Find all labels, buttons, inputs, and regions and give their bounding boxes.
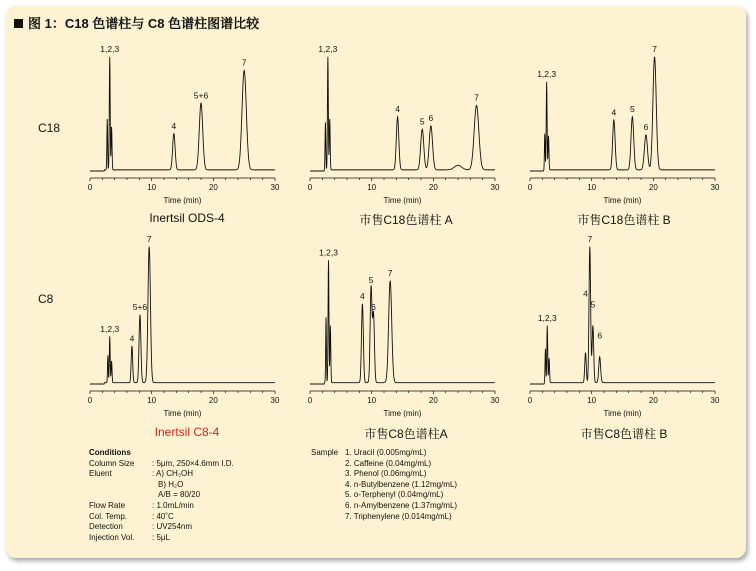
peak-label: 5+6 xyxy=(193,90,209,101)
chromatogram-trace xyxy=(530,57,715,171)
condition-label: Column Size xyxy=(89,458,135,468)
x-tick-label: 30 xyxy=(710,183,720,192)
condition-row xyxy=(89,490,201,501)
x-tick-label: 30 xyxy=(490,396,500,405)
condition-row xyxy=(89,479,184,491)
condition-row xyxy=(89,469,194,480)
caption-c18-a: 市售C18色谱柱 A xyxy=(359,213,453,227)
x-tick-label: 20 xyxy=(428,396,438,405)
peak-label: 7 xyxy=(241,57,247,68)
peak-label: 5 xyxy=(368,274,374,285)
peak-label: 5 xyxy=(590,299,596,310)
peak-label: 4 xyxy=(583,288,588,299)
peak-label: 7 xyxy=(146,234,152,244)
x-axis-label: Time (min) xyxy=(383,196,422,205)
x-tick-label: 20 xyxy=(208,183,218,192)
peak-label: 4 xyxy=(395,103,400,114)
caption-inertsil-c84: Inertsil C8-4 xyxy=(154,425,220,439)
condition-label: Col. Temp. xyxy=(89,511,128,521)
condition-row xyxy=(89,532,170,544)
row-label-c18: C18 xyxy=(38,121,61,135)
sample-block xyxy=(311,448,457,522)
peak-label: 1,2,3 xyxy=(100,323,120,334)
peak-label: 4 xyxy=(611,107,617,118)
x-tick-label: 0 xyxy=(527,183,533,192)
sample-item: 2. Caffeine (0.04mg/mL) xyxy=(345,458,432,468)
condition-value: B) H₂O xyxy=(158,479,184,489)
sample-item: 6. n-Amylbenzene (1.37mg/mL) xyxy=(345,500,458,510)
x-tick-label: 10 xyxy=(147,183,157,192)
peak-label: 7 xyxy=(474,92,479,103)
peak-label: 7 xyxy=(587,234,593,244)
x-tick-label: 10 xyxy=(367,396,377,405)
sample-item: 1. Uracil (0.005mg/mL) xyxy=(345,448,427,457)
x-tick-label: 0 xyxy=(527,396,533,405)
condition-value: : UV254nm xyxy=(152,522,193,532)
peak-label: 4 xyxy=(171,120,177,131)
x-tick-label: 20 xyxy=(648,183,658,192)
x-tick-label: 10 xyxy=(147,396,157,405)
x-tick-label: 20 xyxy=(428,183,438,192)
chromatogram-trace xyxy=(310,57,495,171)
x-axis-label: Time (min) xyxy=(603,196,642,205)
sample-item: 5. o-Terphenyl (0.04mg/mL) xyxy=(345,490,444,500)
caption-c18-b: 市售C18色谱柱 B xyxy=(577,213,671,227)
x-tick-label: 0 xyxy=(307,396,313,405)
x-tick-label: 20 xyxy=(208,396,218,405)
caption-c8-a: 市售C8色谱柱A xyxy=(364,427,448,441)
row-label-c8: C8 xyxy=(38,292,54,306)
x-tick-label: 10 xyxy=(367,183,377,192)
condition-value: : 5μL xyxy=(152,532,170,542)
peak-label: 7 xyxy=(387,268,393,278)
x-axis-label: Time (min) xyxy=(383,409,422,418)
condition-row xyxy=(89,511,174,523)
chromatogram-trace xyxy=(90,247,275,384)
sample-item: 4. n-Butylbenzene (1.12mg/mL) xyxy=(345,479,458,489)
peak-label: 1,2,3 xyxy=(319,247,338,258)
condition-row xyxy=(89,522,193,533)
peak-label: 1,2,3 xyxy=(537,68,557,79)
x-tick-label: 10 xyxy=(587,183,597,192)
condition-value: : 40˚C xyxy=(152,511,174,521)
x-tick-label: 30 xyxy=(490,183,500,192)
figure-title-text: 图 1：C18 色谱柱与 C8 色谱柱图谱比较 xyxy=(28,16,260,31)
peak-label: 5 xyxy=(629,103,635,114)
sample-item: 3. Phenol (0.06mg/mL) xyxy=(345,469,427,479)
x-axis-label: Time (min) xyxy=(163,409,202,418)
caption-c8-b: 市售C8色谱柱 B xyxy=(580,427,668,441)
condition-value: A/B = 80/20 xyxy=(158,490,201,500)
chromatogram-trace xyxy=(90,57,275,171)
condition-label: Eluent xyxy=(89,469,112,479)
conditions-block xyxy=(89,448,234,543)
peak-label: 1,2,3 xyxy=(318,44,338,54)
condition-label: Flow Rate xyxy=(89,500,126,510)
x-axis-label: Time (min) xyxy=(603,409,642,418)
peak-label: 6 xyxy=(643,121,649,132)
caption-inertsil-ods4: Inertsil ODS-4 xyxy=(149,211,225,225)
peak-label: 7 xyxy=(652,44,657,54)
peak-label: 5 xyxy=(419,116,425,127)
x-tick-label: 30 xyxy=(270,183,280,192)
peak-label: 6 xyxy=(597,330,603,341)
x-tick-label: 10 xyxy=(587,396,597,405)
peak-label: 1,2,3 xyxy=(537,312,557,323)
condition-row xyxy=(89,500,194,512)
peak-label: 4 xyxy=(360,291,365,302)
x-tick-label: 20 xyxy=(648,396,658,405)
condition-value: : A) CH₃OH xyxy=(152,469,194,479)
peak-label: 1,2,3 xyxy=(100,44,120,54)
peak-label: 6 xyxy=(371,302,376,312)
condition-value: : 5μm, 250×4.6mm I.D. xyxy=(152,458,234,468)
x-tick-label: 30 xyxy=(710,396,720,405)
x-tick-label: 30 xyxy=(270,396,280,405)
condition-label: Injection Vol. xyxy=(89,532,135,542)
condition-row xyxy=(89,458,234,470)
peak-label: 5+6 xyxy=(132,302,148,312)
sample-heading: Sample xyxy=(311,448,339,457)
condition-value: : 1.0mL/min xyxy=(152,500,194,510)
peak-label: 6 xyxy=(428,112,434,123)
conditions-heading: Conditions xyxy=(89,448,131,457)
peak-label: 4 xyxy=(129,333,135,344)
x-tick-label: 0 xyxy=(307,183,313,192)
condition-label: Detection xyxy=(89,522,123,532)
sample-item: 7. Triphenylene (0.014mg/mL) xyxy=(345,511,452,521)
x-axis-label: Time (min) xyxy=(163,196,202,205)
x-tick-label: 0 xyxy=(87,396,93,405)
chromatogram-trace xyxy=(310,260,495,384)
chromatogram-trace xyxy=(530,247,715,384)
x-tick-label: 0 xyxy=(87,183,93,192)
